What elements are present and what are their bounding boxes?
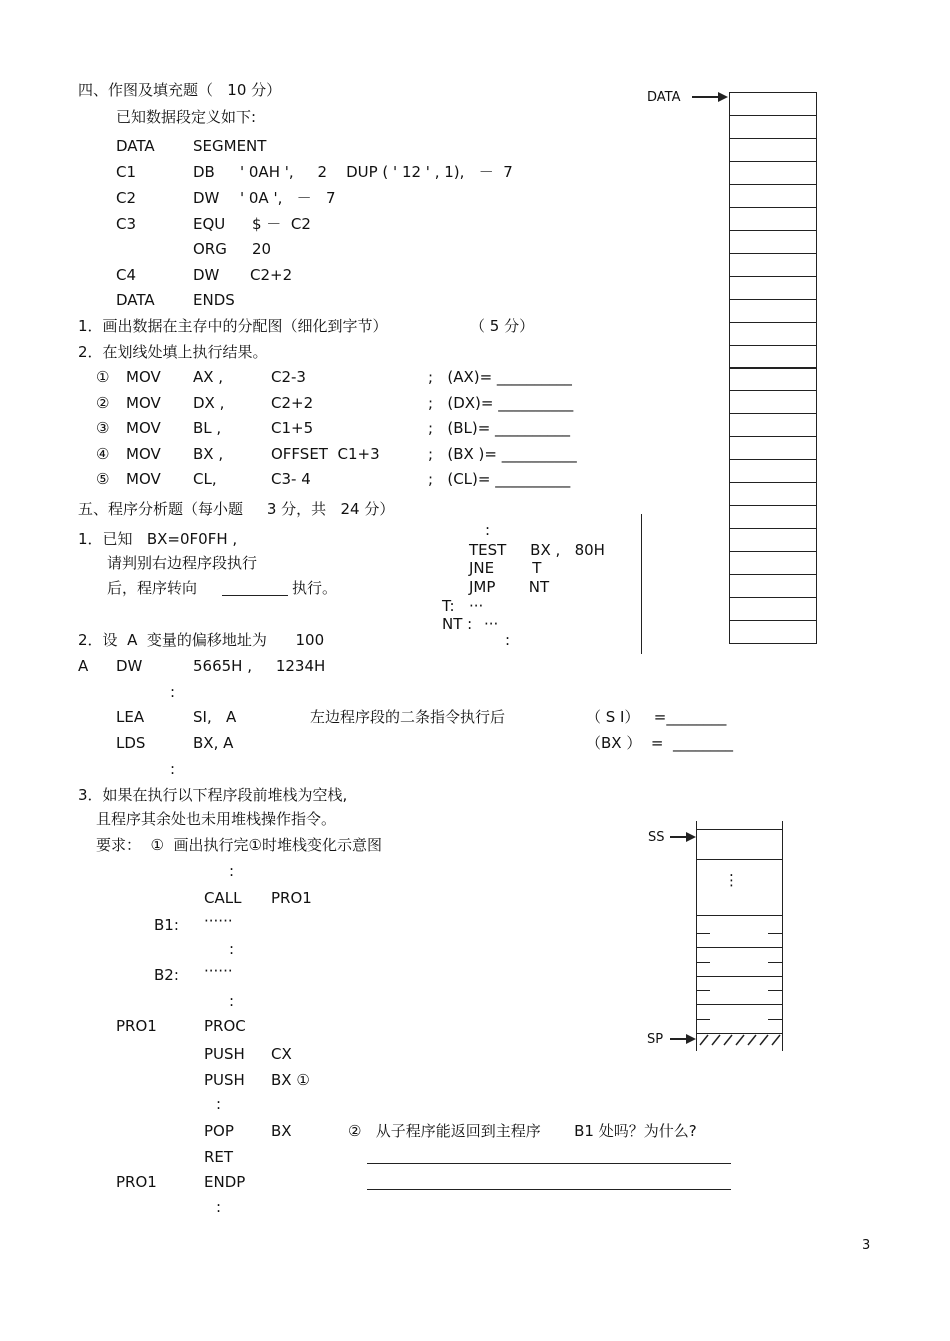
instruction-op: MOV — [126, 394, 161, 412]
q1-line2: 请判别右边程序段执行 — [107, 554, 258, 572]
memory-cell — [729, 459, 817, 483]
memory-cell — [729, 436, 817, 460]
q2-colon-a: : — [170, 683, 176, 701]
memory-cell — [729, 92, 817, 116]
q2-colon: : — [505, 631, 511, 649]
page-number: 3 — [862, 1238, 871, 1253]
instruction-num: ① — [96, 368, 110, 386]
instruction-num: ④ — [96, 445, 110, 463]
memory-cell — [729, 299, 817, 323]
code-op: : — [229, 862, 235, 880]
q2-def-label: A — [78, 657, 89, 675]
code-label: C1 — [116, 163, 137, 181]
code-op: RET — [204, 1148, 234, 1166]
memory-cell — [729, 276, 817, 300]
code-text: JMP NT — [469, 578, 550, 596]
code-label: PRO1 — [116, 1017, 157, 1035]
code-op: ORG — [193, 240, 227, 258]
instruction-src: C3- 4 — [271, 470, 311, 488]
code-op: ······ — [204, 962, 233, 980]
instruction-src: C2-3 — [271, 368, 306, 386]
q2-bx-answer: （BX ） = ________ — [586, 734, 733, 752]
stack-left-wall — [696, 821, 697, 1051]
memory-cell — [729, 322, 817, 346]
stack-top-line — [696, 829, 782, 830]
section4-intro: 已知数据段定义如下: — [116, 108, 257, 126]
code-op: DW — [193, 266, 220, 284]
code-arg: PRO1 — [271, 889, 312, 907]
q1-line3-a: 后，程序转向 — [107, 579, 207, 597]
memory-cell — [729, 482, 817, 506]
code-arg: BX ① — [271, 1071, 310, 1089]
code-op: : — [216, 1198, 222, 1216]
memory-cell — [729, 345, 817, 369]
q2-colon-b: : — [170, 760, 176, 778]
q2-def-op: DW — [116, 657, 143, 675]
q1-line3-b: 执行。 — [292, 579, 338, 597]
code-arg: $ － C2 — [252, 215, 311, 233]
code-op: : — [229, 940, 235, 958]
code-label: C2 — [116, 189, 137, 207]
memory-diagram-label: DATA — [647, 90, 681, 105]
section4-q1: 1．画出数据在主存中的分配图（细化到字节） — [78, 317, 388, 335]
instruction-result: ; (AX)= __________ — [428, 368, 572, 386]
code-op: SEGMENT — [193, 137, 267, 155]
code-label: NT : — [442, 615, 473, 633]
stack-line — [696, 976, 782, 977]
stack-tick — [768, 1019, 782, 1020]
q3-line1: 3．如果在执行以下程序段前堆栈为空栈, — [78, 786, 348, 804]
code-text: ··· — [484, 615, 499, 633]
code-text: ··· — [469, 597, 484, 615]
ss-label: SS — [648, 830, 665, 845]
stack-tick — [768, 933, 782, 934]
code-label: B1: — [154, 916, 179, 934]
stack-line — [696, 859, 782, 860]
section4-title: 四、作图及填充题（ 10 分） — [78, 81, 282, 99]
code-op: ······ — [204, 912, 233, 930]
section4-q2: 2．在划线处填上执行结果。 — [78, 343, 268, 361]
code-arg: C2+2 — [250, 266, 293, 284]
code-op: DW — [193, 189, 220, 207]
memory-cell — [729, 161, 817, 185]
code-op: PROC — [204, 1017, 246, 1035]
instruction-op: MOV — [126, 445, 161, 463]
q2-note: 左边程序段的二条指令执行后 — [310, 708, 506, 726]
instruction-dst: DX , — [193, 394, 225, 412]
code-op: ENDP — [204, 1173, 246, 1191]
memory-cell — [729, 253, 817, 277]
q1-line1: 1．已知 BX=0F0FH , — [78, 530, 238, 548]
instruction-num: ③ — [96, 419, 110, 437]
instruction-num: ② — [96, 394, 110, 412]
q2-lds-arg: BX, A — [193, 734, 234, 752]
stack-tick — [696, 962, 710, 963]
stack-right-wall — [782, 821, 783, 1051]
memory-cell — [729, 551, 817, 575]
code-arg: ' 0A ', － 7 — [240, 189, 336, 207]
memory-grid — [729, 92, 817, 643]
code-op: EQU — [193, 215, 226, 233]
arrow-right-icon — [668, 1032, 698, 1046]
arrow-right-icon — [690, 90, 730, 104]
instruction-result: ; (CL)= __________ — [428, 470, 571, 488]
memory-cell — [729, 620, 817, 644]
instruction-op: MOV — [126, 368, 161, 386]
instruction-result: ; (BL)= __________ — [428, 419, 571, 437]
code-text: : — [485, 521, 491, 539]
instruction-src: C2+2 — [271, 394, 314, 412]
memory-cell — [729, 574, 817, 598]
code-label: DATA — [116, 291, 155, 309]
sp-label: SP — [647, 1032, 664, 1047]
q2-lea-op: LEA — [116, 708, 145, 726]
memory-cell — [729, 413, 817, 437]
code-text: TEST BX , 80H — [469, 541, 605, 559]
q2-lds-op: LDS — [116, 734, 146, 752]
stack-line — [696, 1004, 782, 1005]
memory-cell — [729, 390, 817, 414]
memory-cell — [729, 138, 817, 162]
code-label: C4 — [116, 266, 137, 284]
instruction-src: C1+5 — [271, 419, 314, 437]
q3-line2: 且程序其余处也未用堆栈操作指令。 — [96, 810, 337, 828]
code-label: PRO1 — [116, 1173, 157, 1191]
instruction-dst: BL , — [193, 419, 222, 437]
code-op: PUSH — [204, 1045, 245, 1063]
q2-si-answer: （ S I） =________ — [586, 708, 727, 726]
instruction-op: MOV — [126, 419, 161, 437]
instruction-dst: BX , — [193, 445, 224, 463]
stack-line — [696, 915, 782, 916]
answer-blank — [222, 595, 288, 596]
code-label: C3 — [116, 215, 137, 233]
stack-tick — [696, 933, 710, 934]
stack-tick — [768, 962, 782, 963]
answer-line — [367, 1189, 731, 1190]
memory-cell — [729, 368, 817, 392]
instruction-result: ; (DX)= __________ — [428, 394, 574, 412]
instruction-src: OFFSET C1+3 — [271, 445, 380, 463]
code-op: POP — [204, 1122, 234, 1140]
section4-q1-score: （ 5 分） — [470, 317, 535, 335]
stack-tick — [768, 990, 782, 991]
stack-line — [696, 947, 782, 948]
memory-cell — [729, 597, 817, 621]
answer-line — [367, 1163, 731, 1164]
arrow-right-icon — [668, 830, 698, 844]
code-op: ENDS — [193, 291, 235, 309]
code-arg: ' 0AH ', 2 DUP ( ' 12 ' , 1), － 7 — [240, 163, 513, 181]
stack-base-hatch — [696, 1033, 784, 1047]
code-text: JNE T — [469, 559, 542, 577]
instruction-num: ⑤ — [96, 470, 110, 488]
q2-lea-arg: SI, A — [193, 708, 237, 726]
code-op: DB — [193, 163, 215, 181]
q2-def-arg: 5665H , 1234H — [193, 657, 326, 675]
code-arg: 20 — [252, 240, 272, 258]
code-arg: BX — [271, 1122, 292, 1140]
memory-cell — [729, 184, 817, 208]
code-op: : — [229, 992, 235, 1010]
code-label: DATA — [116, 137, 155, 155]
q3-question-b: ② 从子程序能返回到主程序 B1 处吗？为什么? — [348, 1122, 697, 1140]
code-op: PUSH — [204, 1071, 245, 1089]
memory-cell — [729, 115, 817, 139]
code-arg: CX — [271, 1045, 292, 1063]
stack-tick — [696, 1019, 710, 1020]
divider — [641, 514, 642, 654]
code-op: CALL — [204, 889, 242, 907]
instruction-result: ; (BX )= __________ — [428, 445, 577, 463]
instruction-op: MOV — [126, 470, 161, 488]
code-label: T: — [442, 597, 455, 615]
instruction-dst: AX , — [193, 368, 224, 386]
memory-cell — [729, 230, 817, 254]
instruction-dst: CL, — [193, 470, 217, 488]
q2-line1: 2．设 A 变量的偏移地址为 100 — [78, 631, 325, 649]
stack-tick — [696, 990, 710, 991]
code-label: B2: — [154, 966, 179, 984]
memory-cell — [729, 528, 817, 552]
code-op: : — [216, 1095, 222, 1113]
section5-title: 五、程序分析题（每小题 3 分，共 24 分） — [78, 500, 395, 518]
q3-requirement: 要求： ① 画出执行完①时堆栈变化示意图 — [96, 836, 382, 854]
memory-cell — [729, 505, 817, 529]
memory-cell — [729, 207, 817, 231]
stack-ellipsis: ⋮ — [724, 871, 739, 889]
